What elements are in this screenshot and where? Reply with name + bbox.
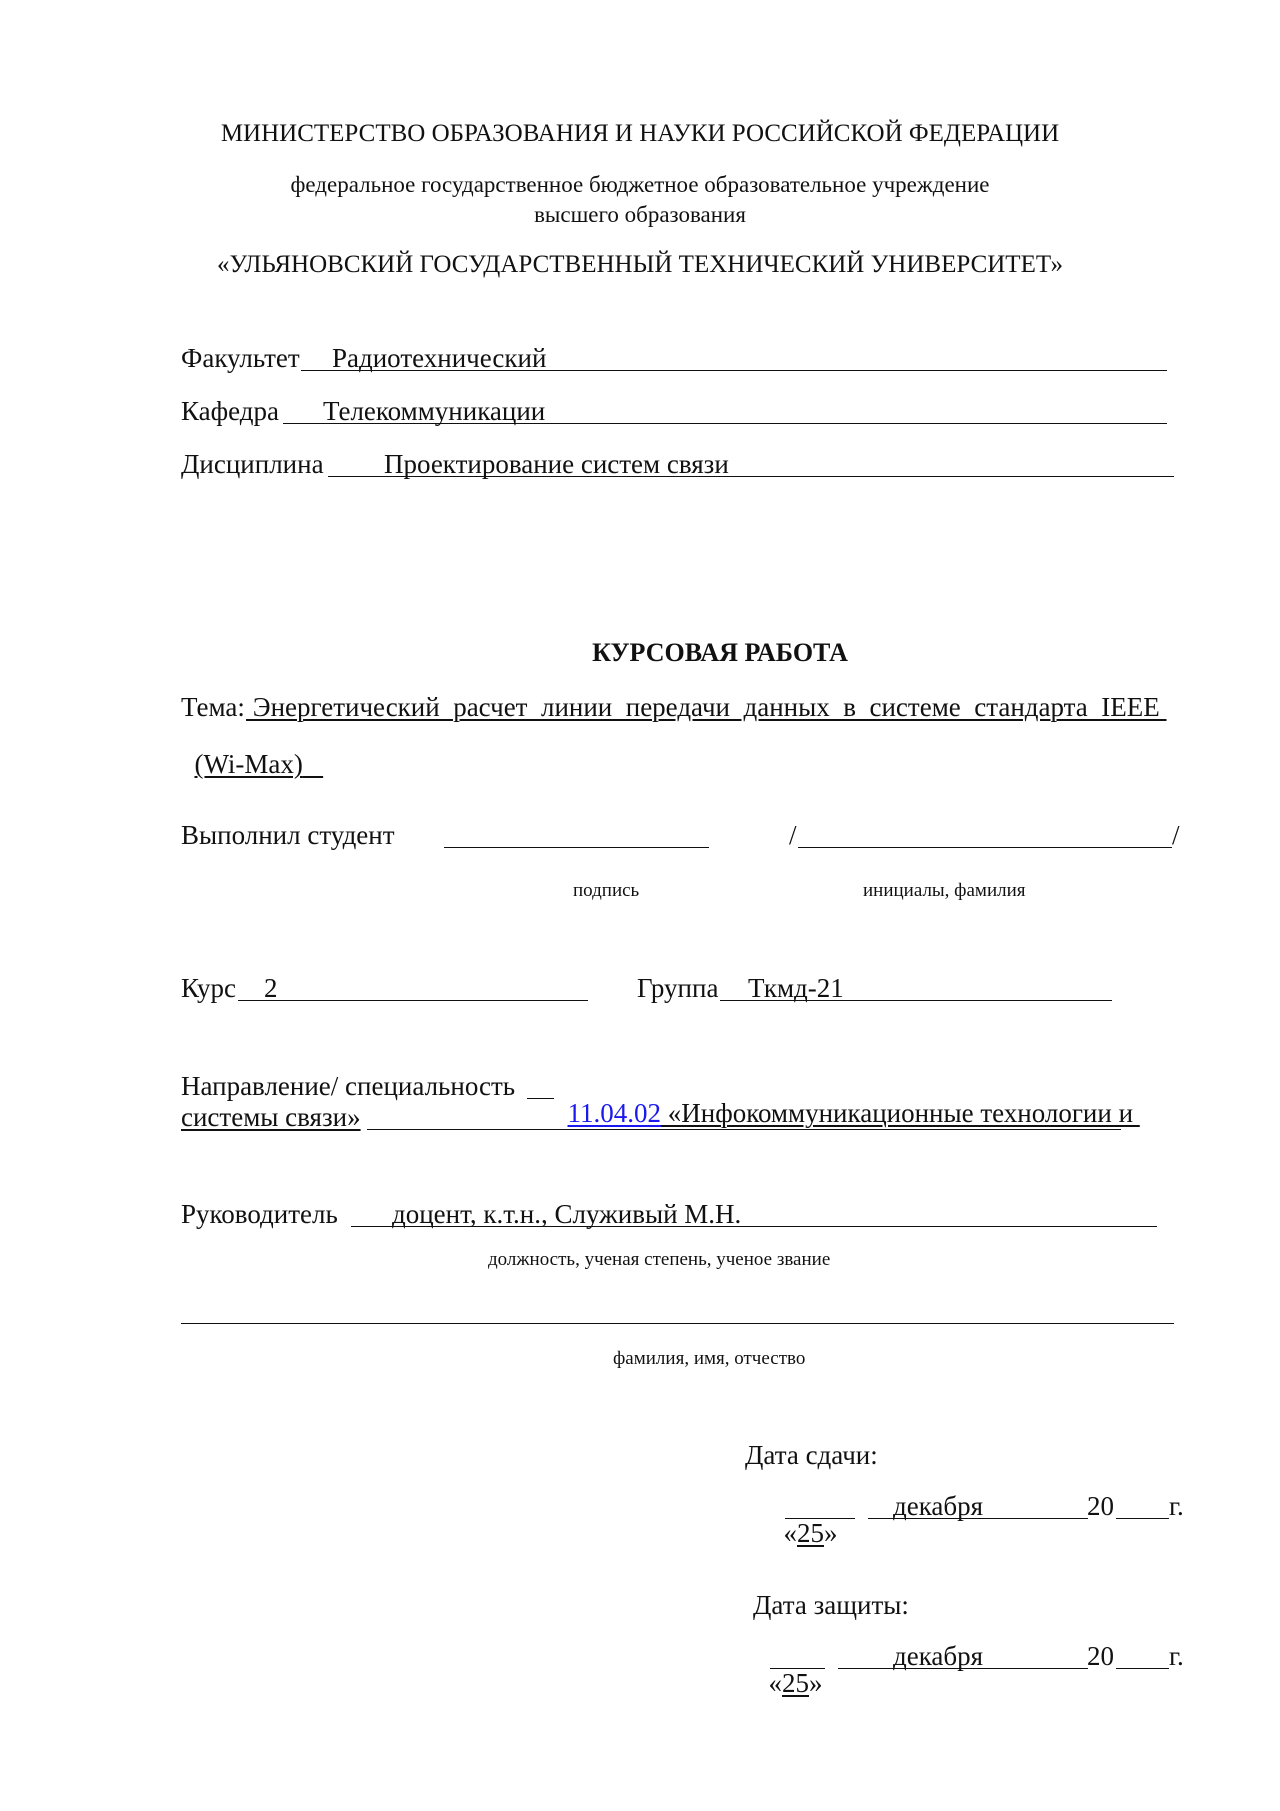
course-label: Курс	[181, 973, 236, 1003]
defense-label: Дата защиты:	[753, 1590, 909, 1620]
group-value: Ткмд-21	[748, 973, 844, 1003]
document-title: КУРСОВАЯ РАБОТА	[592, 638, 848, 667]
supervisor-fio-caption: фамилия, имя, отчество	[613, 1348, 806, 1369]
direction-underline	[367, 1129, 1121, 1130]
department-label: Кафедра	[181, 396, 279, 426]
supervisor-fio-line	[181, 1323, 1174, 1324]
faculty-value: Радиотехнический	[332, 343, 547, 373]
topic-line-2-text: (Wi-Max)	[194, 749, 303, 779]
supervisor-value: доцент, к.т.н., Служивый М.Н.	[392, 1199, 742, 1229]
discipline-label: Дисциплина	[181, 449, 324, 479]
direction-value	[554, 1073, 1140, 1127]
defense-close-quote: »	[809, 1668, 823, 1698]
course-value: 2	[264, 973, 278, 1003]
discipline-value: Проектирование систем связи	[384, 449, 729, 479]
name-caption: инициалы, фамилия	[863, 880, 1026, 901]
defense-year-suffix: г.	[1169, 1641, 1184, 1671]
direction-label: Направление/ специальность	[181, 1071, 516, 1101]
name-line	[798, 847, 1172, 848]
slash-left: /	[789, 820, 797, 850]
direction-name-line-1: «Инфокоммуникационные технологии и	[661, 1098, 1140, 1128]
faculty-label: Факультет	[181, 343, 300, 373]
defense-month: декабря	[893, 1641, 984, 1671]
defense-open-quote: «	[768, 1668, 782, 1698]
submission-date	[770, 1493, 838, 1547]
direction-name-line-2: системы связи»	[181, 1102, 361, 1132]
direction-gap-underline	[527, 1098, 554, 1099]
submission-year-prefix: 20	[1087, 1491, 1114, 1521]
direction-code-link[interactable]: 11.04.02	[567, 1098, 661, 1128]
group-label: Группа	[637, 973, 719, 1003]
university-name: «УЛЬЯНОВСКИЙ ГОСУДАРСТВЕННЫЙ ТЕХНИЧЕСКИЙ УНИВЕРСИТЕТ»	[217, 251, 1063, 278]
institution-type-line-1: федеральное государственное бюджетное образовательное учреждение	[290, 172, 990, 197]
ministry-title: МИНИСТЕРСТВО ОБРАЗОВАНИЯ И НАУКИ РОССИЙСКОЙ ФЕДЕРАЦИИ	[220, 120, 1060, 147]
submission-day-underline	[785, 1518, 855, 1519]
signature-caption: подпись	[573, 880, 640, 901]
institution-type-line-2: высшего образования	[534, 202, 746, 227]
topic-label: Тема:	[181, 692, 245, 722]
defense-year-prefix: 20	[1087, 1641, 1114, 1671]
signature-line	[444, 847, 709, 848]
defense-year-underline	[1116, 1668, 1169, 1669]
course-underline	[238, 1000, 588, 1001]
defense-day: 25	[782, 1668, 809, 1698]
student-label: Выполнил студент	[181, 820, 395, 850]
submission-close-quote: »	[824, 1518, 838, 1548]
topic-line-2-tail	[303, 749, 323, 779]
topic-line-1: Энергетический расчет линии передачи данных в системе стандарта IEEE	[246, 692, 1167, 722]
topic-line-2	[181, 724, 323, 778]
slash-right: /	[1172, 820, 1180, 850]
supervisor-position-caption: должность, ученая степень, ученое звание	[488, 1249, 831, 1270]
defense-day-underline	[770, 1668, 825, 1669]
submission-month: декабря	[893, 1491, 984, 1521]
department-value: Телекоммуникации	[323, 396, 546, 426]
submission-label: Дата сдачи:	[745, 1440, 878, 1470]
submission-year-underline	[1116, 1518, 1169, 1519]
submission-year-suffix: г.	[1169, 1491, 1184, 1521]
submission-day: 25	[797, 1518, 824, 1548]
supervisor-label: Руководитель	[181, 1199, 338, 1229]
submission-open-quote: «	[783, 1518, 797, 1548]
defense-date	[755, 1643, 823, 1697]
